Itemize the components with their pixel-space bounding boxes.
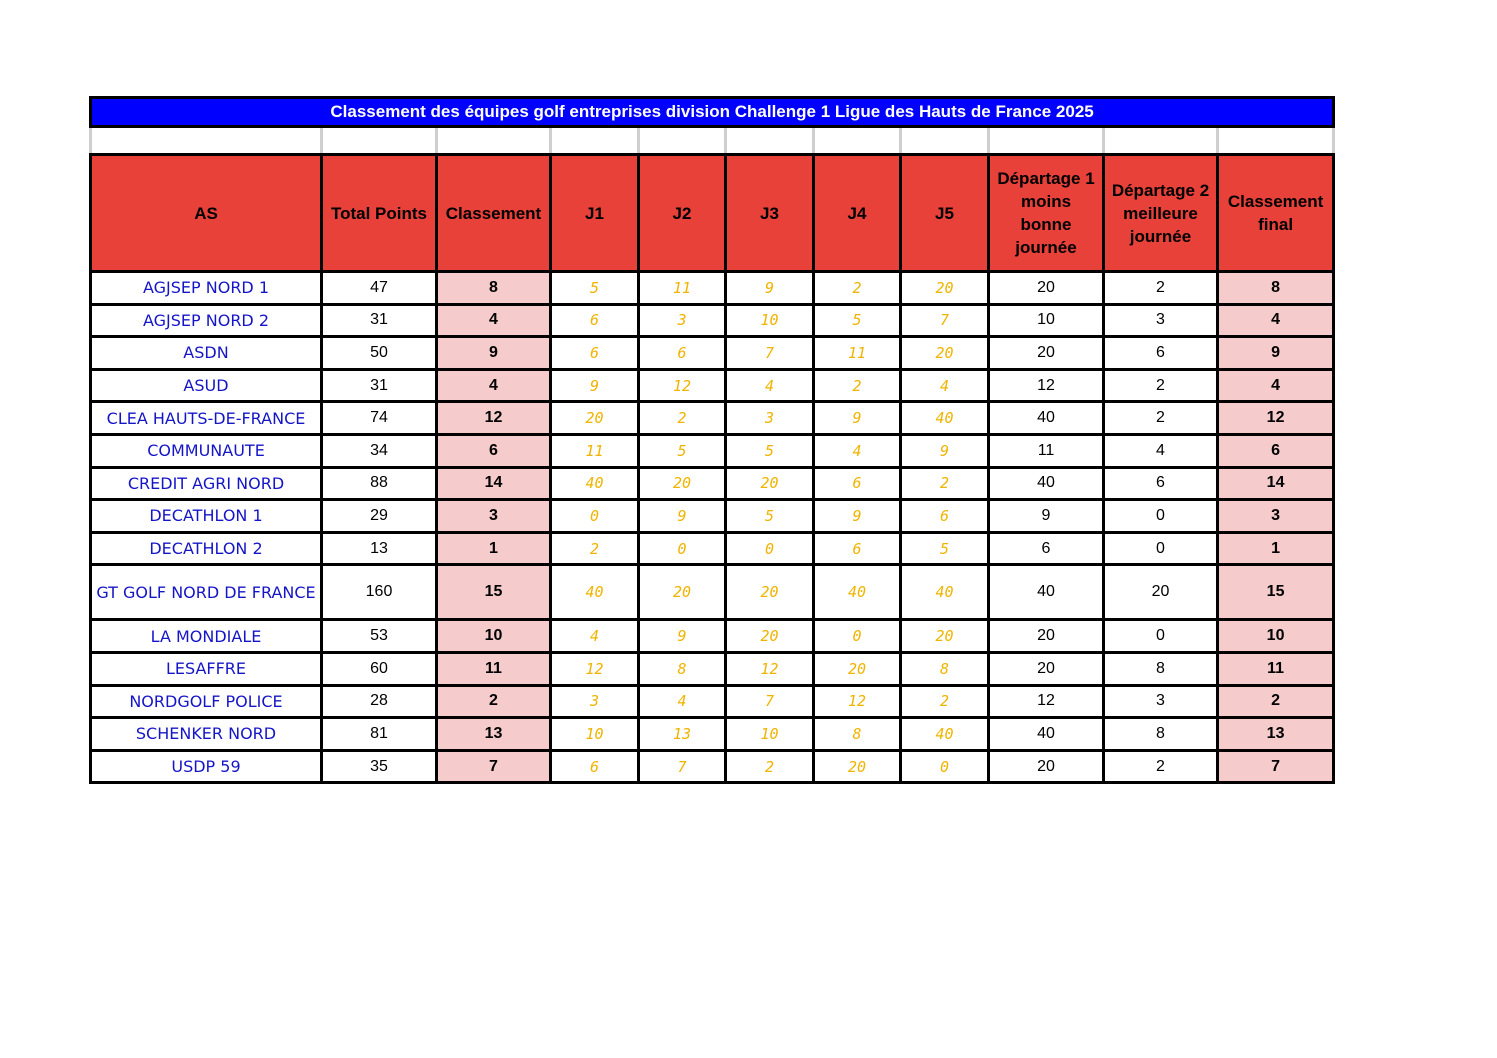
departage-2-cell: 0	[1104, 620, 1218, 653]
total-points-cell: 74	[322, 402, 437, 435]
j3-cell: 5	[726, 434, 814, 467]
j4-cell: 9	[814, 500, 901, 533]
table-row	[91, 500, 1334, 533]
j2-cell: 3	[639, 304, 726, 337]
j2-cell: 6	[639, 337, 726, 370]
blank-cell	[814, 127, 901, 155]
classement-cell: 12	[437, 402, 551, 435]
team-name-cell: CLEA HAUTS-DE-FRANCE	[91, 402, 322, 435]
j1-cell: 6	[551, 304, 639, 337]
departage-2-cell: 2	[1104, 272, 1218, 305]
classement-cell: 7	[437, 750, 551, 783]
j1-cell: 3	[551, 685, 639, 718]
j4-cell: 20	[814, 750, 901, 783]
team-name-cell: DECATHLON 1	[91, 500, 322, 533]
j4-cell: 4	[814, 434, 901, 467]
departage-1-cell: 20	[989, 337, 1104, 370]
j2-cell: 4	[639, 685, 726, 718]
total-points-cell: 60	[322, 652, 437, 685]
classement-final-cell: 10	[1218, 620, 1334, 653]
j4-cell: 0	[814, 620, 901, 653]
j2-cell: 2	[639, 402, 726, 435]
table-row	[91, 750, 1334, 783]
table-row	[91, 337, 1334, 370]
header-j3: J3	[726, 155, 814, 272]
total-points-cell: 31	[322, 304, 437, 337]
j5-cell: 9	[901, 434, 989, 467]
header-j1: J1	[551, 155, 639, 272]
blank-cell	[901, 127, 989, 155]
j2-cell: 5	[639, 434, 726, 467]
header-as: AS	[91, 155, 322, 272]
table-row	[91, 718, 1334, 751]
total-points-cell: 13	[322, 532, 437, 565]
team-name-cell: ASUD	[91, 369, 322, 402]
team-name-cell: LA MONDIALE	[91, 620, 322, 653]
j4-cell: 8	[814, 718, 901, 751]
j3-cell: 20	[726, 565, 814, 620]
header-j4: J4	[814, 155, 901, 272]
classement-cell: 2	[437, 685, 551, 718]
classement-final-cell: 3	[1218, 500, 1334, 533]
team-name-cell: COMMUNAUTE	[91, 434, 322, 467]
header-j2: J2	[639, 155, 726, 272]
departage-1-cell: 6	[989, 532, 1104, 565]
table-row	[91, 565, 1334, 620]
j5-cell: 40	[901, 565, 989, 620]
j1-cell: 12	[551, 652, 639, 685]
header-total-points: Total Points	[322, 155, 437, 272]
departage-1-cell: 12	[989, 685, 1104, 718]
classement-final-cell: 6	[1218, 434, 1334, 467]
j4-cell: 12	[814, 685, 901, 718]
j4-cell: 9	[814, 402, 901, 435]
departage-1-cell: 11	[989, 434, 1104, 467]
departage-2-cell: 2	[1104, 402, 1218, 435]
classement-cell: 10	[437, 620, 551, 653]
j2-cell: 9	[639, 620, 726, 653]
departage-1-cell: 40	[989, 718, 1104, 751]
j2-cell: 9	[639, 500, 726, 533]
departage-1-cell: 40	[989, 565, 1104, 620]
classement-cell: 13	[437, 718, 551, 751]
blank-cell	[437, 127, 551, 155]
blank-cell	[91, 127, 322, 155]
j4-cell: 2	[814, 272, 901, 305]
departage-2-cell: 6	[1104, 337, 1218, 370]
j2-cell: 11	[639, 272, 726, 305]
j4-cell: 6	[814, 532, 901, 565]
j3-cell: 20	[726, 467, 814, 500]
table-row	[91, 532, 1334, 565]
j5-cell: 8	[901, 652, 989, 685]
header-classement-final: Classement final	[1218, 155, 1334, 272]
j2-cell: 12	[639, 369, 726, 402]
table-row	[91, 620, 1334, 653]
j5-cell: 40	[901, 718, 989, 751]
departage-2-cell: 8	[1104, 652, 1218, 685]
classement-cell: 14	[437, 467, 551, 500]
j1-cell: 9	[551, 369, 639, 402]
blank-cell	[726, 127, 814, 155]
classement-final-cell: 1	[1218, 532, 1334, 565]
departage-1-cell: 20	[989, 652, 1104, 685]
j4-cell: 40	[814, 565, 901, 620]
classement-final-cell: 11	[1218, 652, 1334, 685]
j3-cell: 5	[726, 500, 814, 533]
total-points-cell: 50	[322, 337, 437, 370]
departage-1-cell: 9	[989, 500, 1104, 533]
classement-final-cell: 12	[1218, 402, 1334, 435]
blank-cell	[989, 127, 1104, 155]
header-row	[91, 155, 1334, 272]
j5-cell: 20	[901, 272, 989, 305]
j5-cell: 40	[901, 402, 989, 435]
classement-final-cell: 15	[1218, 565, 1334, 620]
departage-2-cell: 2	[1104, 750, 1218, 783]
j3-cell: 7	[726, 337, 814, 370]
classement-final-cell: 13	[1218, 718, 1334, 751]
total-points-cell: 160	[322, 565, 437, 620]
j5-cell: 6	[901, 500, 989, 533]
classement-final-cell: 7	[1218, 750, 1334, 783]
total-points-cell: 35	[322, 750, 437, 783]
table-row	[91, 272, 1334, 305]
departage-1-cell: 20	[989, 620, 1104, 653]
classement-cell: 4	[437, 369, 551, 402]
ranking-table	[89, 96, 1335, 784]
j1-cell: 0	[551, 500, 639, 533]
j1-cell: 4	[551, 620, 639, 653]
j3-cell: 10	[726, 718, 814, 751]
team-name-cell: CREDIT AGRI NORD	[91, 467, 322, 500]
classement-cell: 6	[437, 434, 551, 467]
classement-final-cell: 2	[1218, 685, 1334, 718]
table-row	[91, 434, 1334, 467]
j3-cell: 7	[726, 685, 814, 718]
j3-cell: 3	[726, 402, 814, 435]
team-name-cell: LESAFFRE	[91, 652, 322, 685]
j2-cell: 20	[639, 467, 726, 500]
j5-cell: 20	[901, 337, 989, 370]
classement-final-cell: 4	[1218, 304, 1334, 337]
j1-cell: 40	[551, 565, 639, 620]
j2-cell: 13	[639, 718, 726, 751]
j4-cell: 6	[814, 467, 901, 500]
header-departage-1: Départage 1 moins bonne journée	[989, 155, 1104, 272]
j5-cell: 0	[901, 750, 989, 783]
j5-cell: 4	[901, 369, 989, 402]
j2-cell: 8	[639, 652, 726, 685]
departage-1-cell: 40	[989, 467, 1104, 500]
total-points-cell: 29	[322, 500, 437, 533]
j2-cell: 0	[639, 532, 726, 565]
j5-cell: 2	[901, 685, 989, 718]
j1-cell: 6	[551, 750, 639, 783]
classement-final-cell: 14	[1218, 467, 1334, 500]
blank-cell	[322, 127, 437, 155]
departage-1-cell: 40	[989, 402, 1104, 435]
team-name-cell: USDP 59	[91, 750, 322, 783]
header-departage-2: Départage 2 meilleure journée	[1104, 155, 1218, 272]
classement-cell: 11	[437, 652, 551, 685]
j3-cell: 20	[726, 620, 814, 653]
header-j5: J5	[901, 155, 989, 272]
team-name-cell: ASDN	[91, 337, 322, 370]
team-name-cell: AGJSEP NORD 2	[91, 304, 322, 337]
table-row	[91, 467, 1334, 500]
total-points-cell: 53	[322, 620, 437, 653]
table-row	[91, 304, 1334, 337]
classement-final-cell: 4	[1218, 369, 1334, 402]
departage-2-cell: 3	[1104, 304, 1218, 337]
j1-cell: 11	[551, 434, 639, 467]
j4-cell: 2	[814, 369, 901, 402]
departage-2-cell: 0	[1104, 500, 1218, 533]
j3-cell: 2	[726, 750, 814, 783]
j3-cell: 9	[726, 272, 814, 305]
departage-2-cell: 3	[1104, 685, 1218, 718]
classement-cell: 1	[437, 532, 551, 565]
departage-1-cell: 12	[989, 369, 1104, 402]
j2-cell: 20	[639, 565, 726, 620]
j4-cell: 5	[814, 304, 901, 337]
total-points-cell: 88	[322, 467, 437, 500]
j5-cell: 20	[901, 620, 989, 653]
j3-cell: 4	[726, 369, 814, 402]
total-points-cell: 28	[322, 685, 437, 718]
j4-cell: 20	[814, 652, 901, 685]
j4-cell: 11	[814, 337, 901, 370]
team-name-cell: NORDGOLF POLICE	[91, 685, 322, 718]
table-title: Classement des équipes golf entreprises division Challenge 1 Ligue des Hauts de France 2025	[91, 98, 1334, 127]
j1-cell: 10	[551, 718, 639, 751]
total-points-cell: 47	[322, 272, 437, 305]
classement-final-cell: 9	[1218, 337, 1334, 370]
classement-cell: 9	[437, 337, 551, 370]
blank-cell	[551, 127, 639, 155]
j1-cell: 5	[551, 272, 639, 305]
j2-cell: 7	[639, 750, 726, 783]
team-name-cell: SCHENKER NORD	[91, 718, 322, 751]
table-row	[91, 652, 1334, 685]
blank-cell	[639, 127, 726, 155]
j3-cell: 12	[726, 652, 814, 685]
j3-cell: 10	[726, 304, 814, 337]
classement-cell: 8	[437, 272, 551, 305]
table-row	[91, 685, 1334, 718]
total-points-cell: 81	[322, 718, 437, 751]
j5-cell: 7	[901, 304, 989, 337]
blank-cell	[1104, 127, 1218, 155]
departage-1-cell: 10	[989, 304, 1104, 337]
title-row	[91, 98, 1334, 127]
j5-cell: 5	[901, 532, 989, 565]
departage-2-cell: 6	[1104, 467, 1218, 500]
j1-cell: 2	[551, 532, 639, 565]
departage-2-cell: 4	[1104, 434, 1218, 467]
departage-1-cell: 20	[989, 272, 1104, 305]
team-name-cell: DECATHLON 2	[91, 532, 322, 565]
departage-2-cell: 2	[1104, 369, 1218, 402]
j3-cell: 0	[726, 532, 814, 565]
j1-cell: 20	[551, 402, 639, 435]
j5-cell: 2	[901, 467, 989, 500]
classement-cell: 15	[437, 565, 551, 620]
classement-cell: 4	[437, 304, 551, 337]
departage-2-cell: 20	[1104, 565, 1218, 620]
table-row	[91, 402, 1334, 435]
departage-1-cell: 20	[989, 750, 1104, 783]
team-name-cell: GT GOLF NORD DE FRANCE	[91, 565, 322, 620]
classement-cell: 3	[437, 500, 551, 533]
departage-2-cell: 8	[1104, 718, 1218, 751]
table-row	[91, 369, 1334, 402]
blank-cell	[1218, 127, 1334, 155]
team-name-cell: AGJSEP NORD 1	[91, 272, 322, 305]
header-classement: Classement	[437, 155, 551, 272]
j1-cell: 6	[551, 337, 639, 370]
blank-row	[91, 127, 1334, 155]
classement-final-cell: 8	[1218, 272, 1334, 305]
j1-cell: 40	[551, 467, 639, 500]
departage-2-cell: 0	[1104, 532, 1218, 565]
total-points-cell: 34	[322, 434, 437, 467]
total-points-cell: 31	[322, 369, 437, 402]
